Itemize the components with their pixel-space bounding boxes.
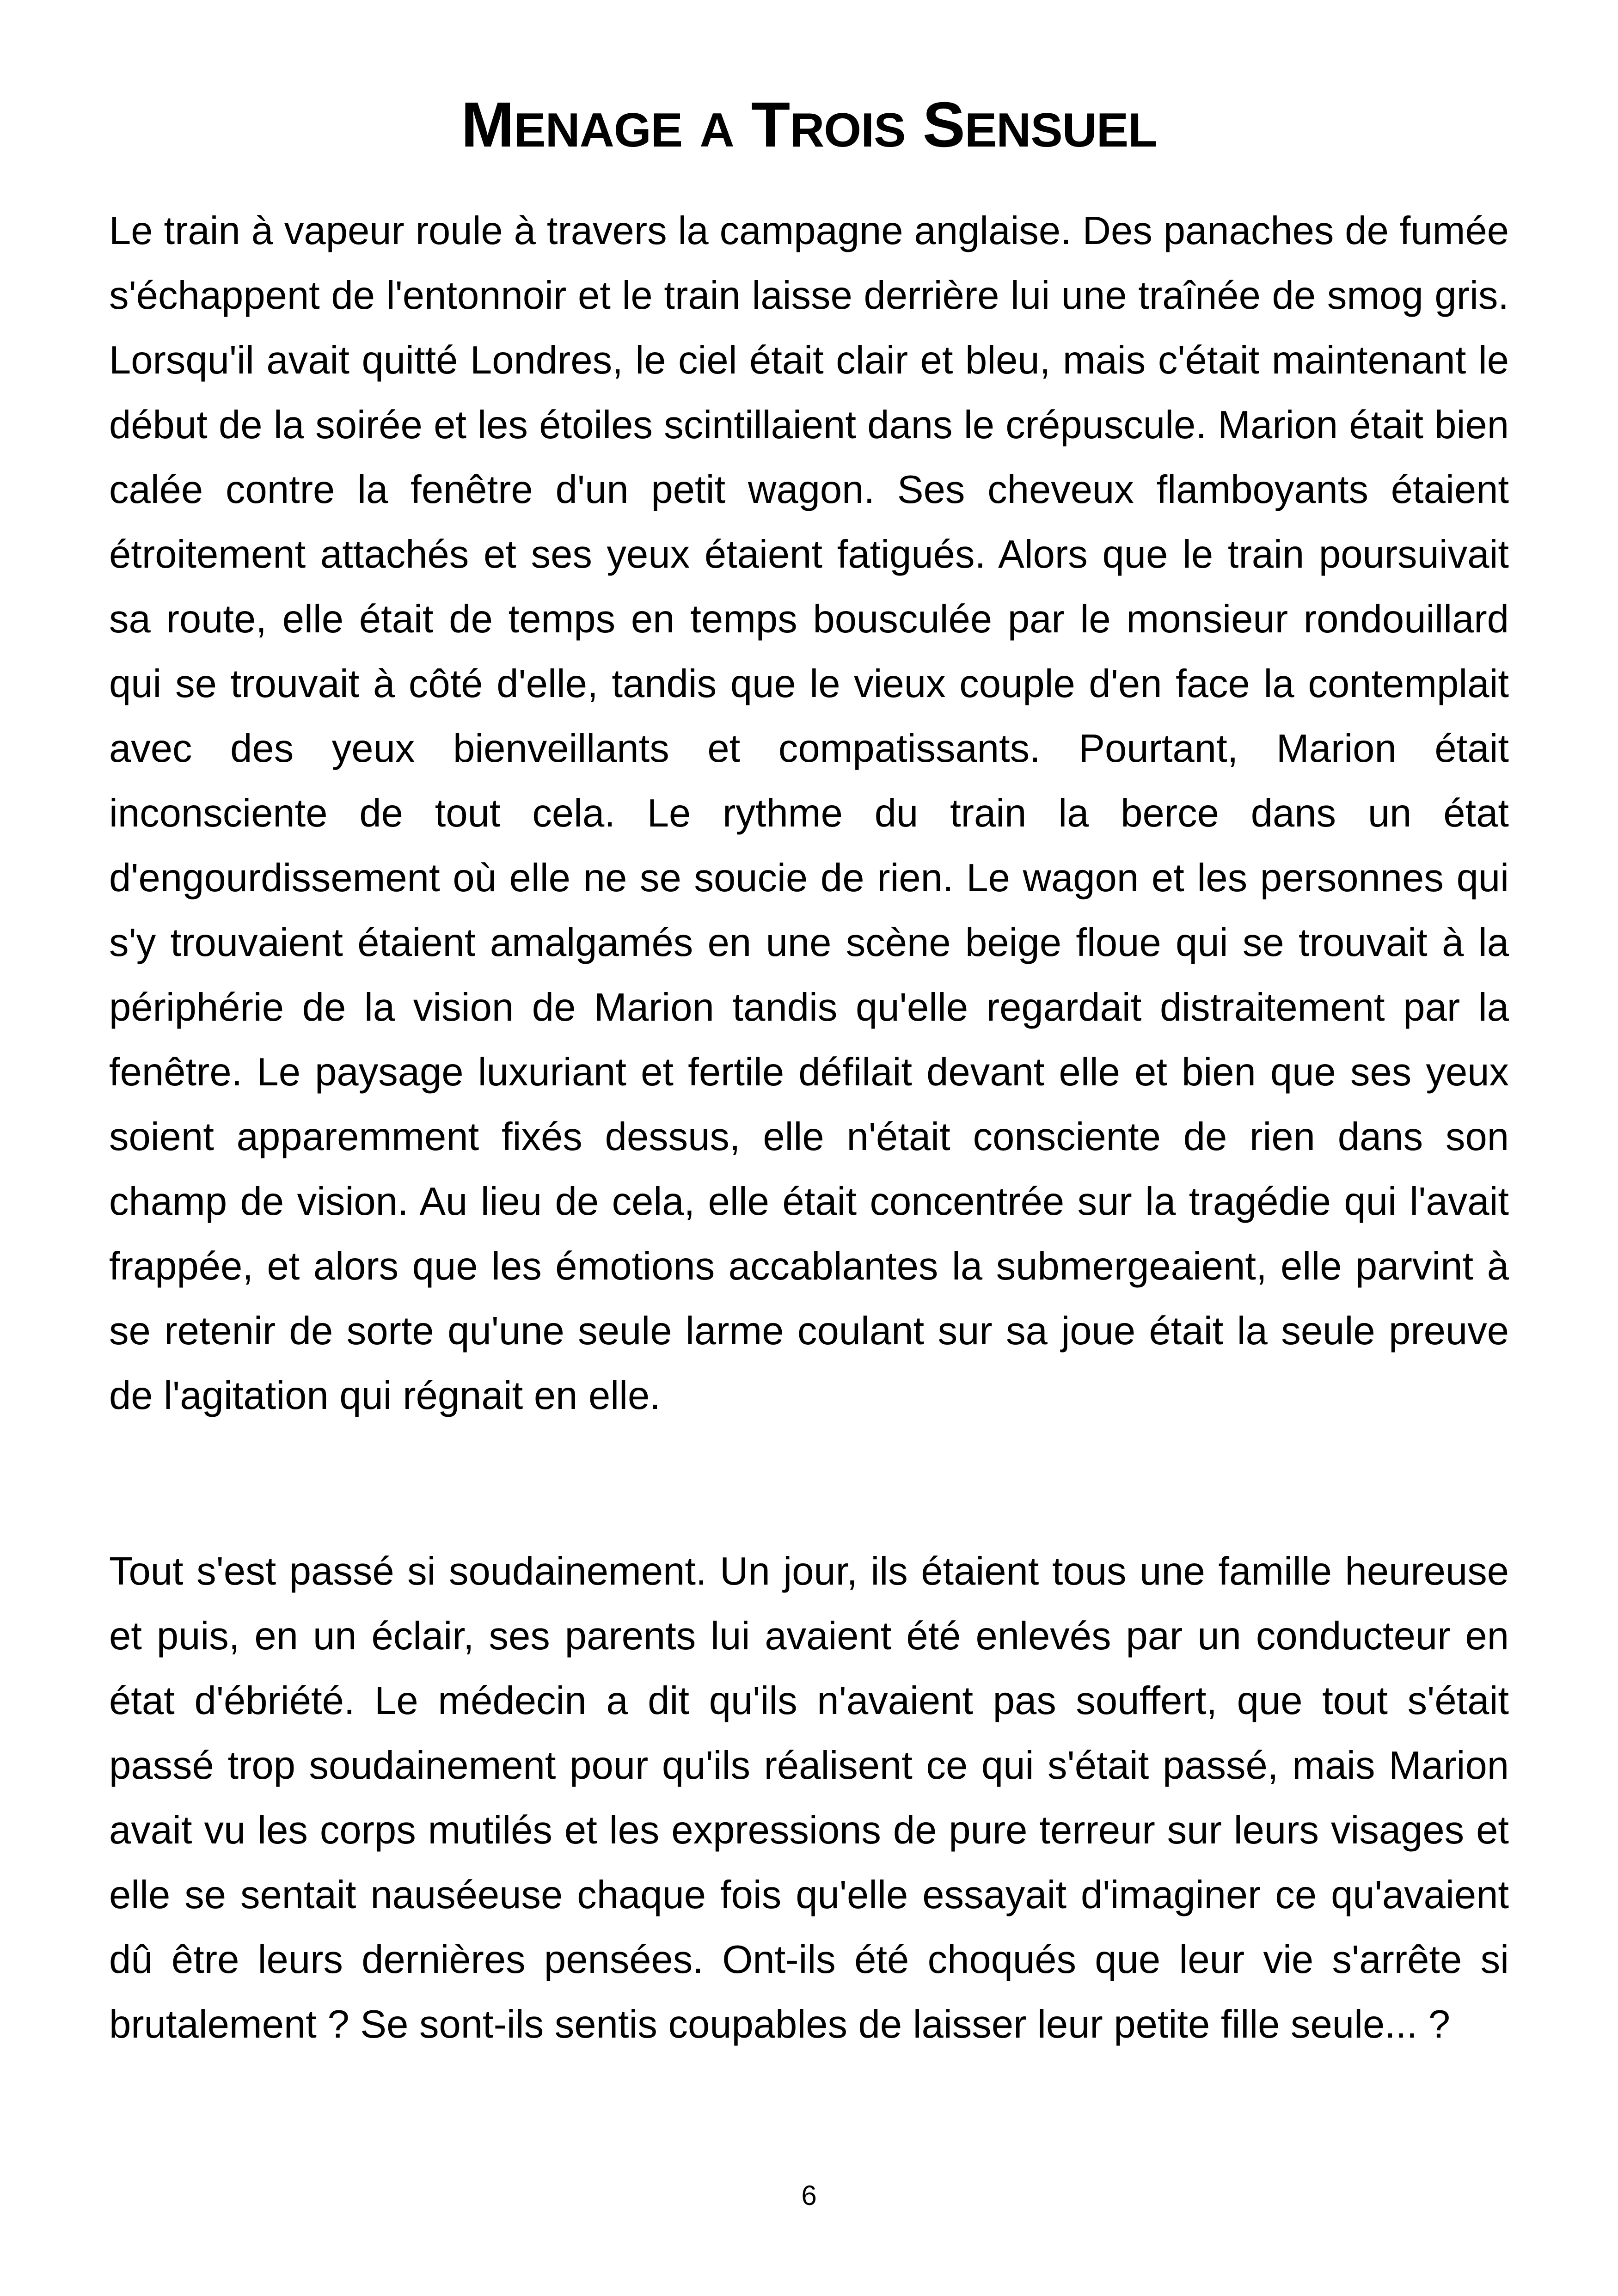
title-initial: S xyxy=(922,89,965,160)
title-initial: T xyxy=(751,89,790,160)
paragraph: Le train à vapeur roule à travers la campagne anglaise. Des panaches de fumée s'échappent de l'entonnoir et le train laisse derrière lui une traînée de smog gris. Lorsqu'il avait quitté Londres, le ciel était clair et bleu, mais c'était maintenant le début de la soirée et les étoiles scintillaient dans le crépuscule. Marion était bien calée contre la fenêtre d'un petit wagon. Ses cheveux flamboyants étaient étroitement attachés et ses yeux étaient fatigués. Alors que le train poursuivait sa route, elle était de temps en temps bousculée par le monsieur rondouillard qui se trouvait à côté d'elle, tandis que le vieux couple d'en face la contemplait avec des yeux bienveillants et compatissants. Pourtant, Marion était inconsciente de tout cela. Le rythme du train la berce dans un état d'engourdissement où elle ne se soucie de rien. Le wagon et les personnes qui s'y trouvaient étaient amalgamés en une scène beige floue qui se trouvait à la périphérie de la vision de Marion tandis qu'elle regardait distraitement par la fenêtre. Le paysage luxuriant et fertile défilait devant elle et bien que ses yeux soient apparemment fixés dessus, elle n'était consciente de rien dans son champ de vision. Au lieu de cela, elle était concentrée sur la tragédie qui l'avait frappée, et alors que les émotions accablantes la submergeaient, elle parvint à se retenir de sorte qu'une seule larme coulant sur sa joue était la seule preuve de l'agitation qui régnait en elle. xyxy=(109,209,1509,1418)
paragraph: Tout s'est passé si soudainement. Un jour, ils étaient tous une famille heureuse et puis, en un éclair, ses parents lui avaient été enlevés par un conducteur en état d'ébriété. Le médecin a dit qu'ils n'avaient pas souffert, que tout s'était passé trop soudainement pour qu'ils réalisent ce qui s'était passé, mais Marion avait vu les corps mutilés et les expressions de pure terreur sur leurs visages et elle se sentait nauséeuse chaque fois qu'elle essayait d'imaginer ce qu'avaient dû être leurs dernières pensées. Ont-ils été choqués que leur vie s'arrête si brutalement ? Se sont-ils sentis coupables de laisser leur petite fille seule... ? xyxy=(109,1549,1509,2046)
title-initial: M xyxy=(461,89,514,160)
page-number: 6 xyxy=(801,2180,817,2211)
title-small-caps: ENAGE xyxy=(514,104,683,157)
chapter-title xyxy=(0,88,1618,167)
title-small-caps: ENSUEL xyxy=(964,104,1157,157)
title-small-caps: A xyxy=(699,104,734,157)
title-small-caps: ROIS xyxy=(790,104,906,157)
